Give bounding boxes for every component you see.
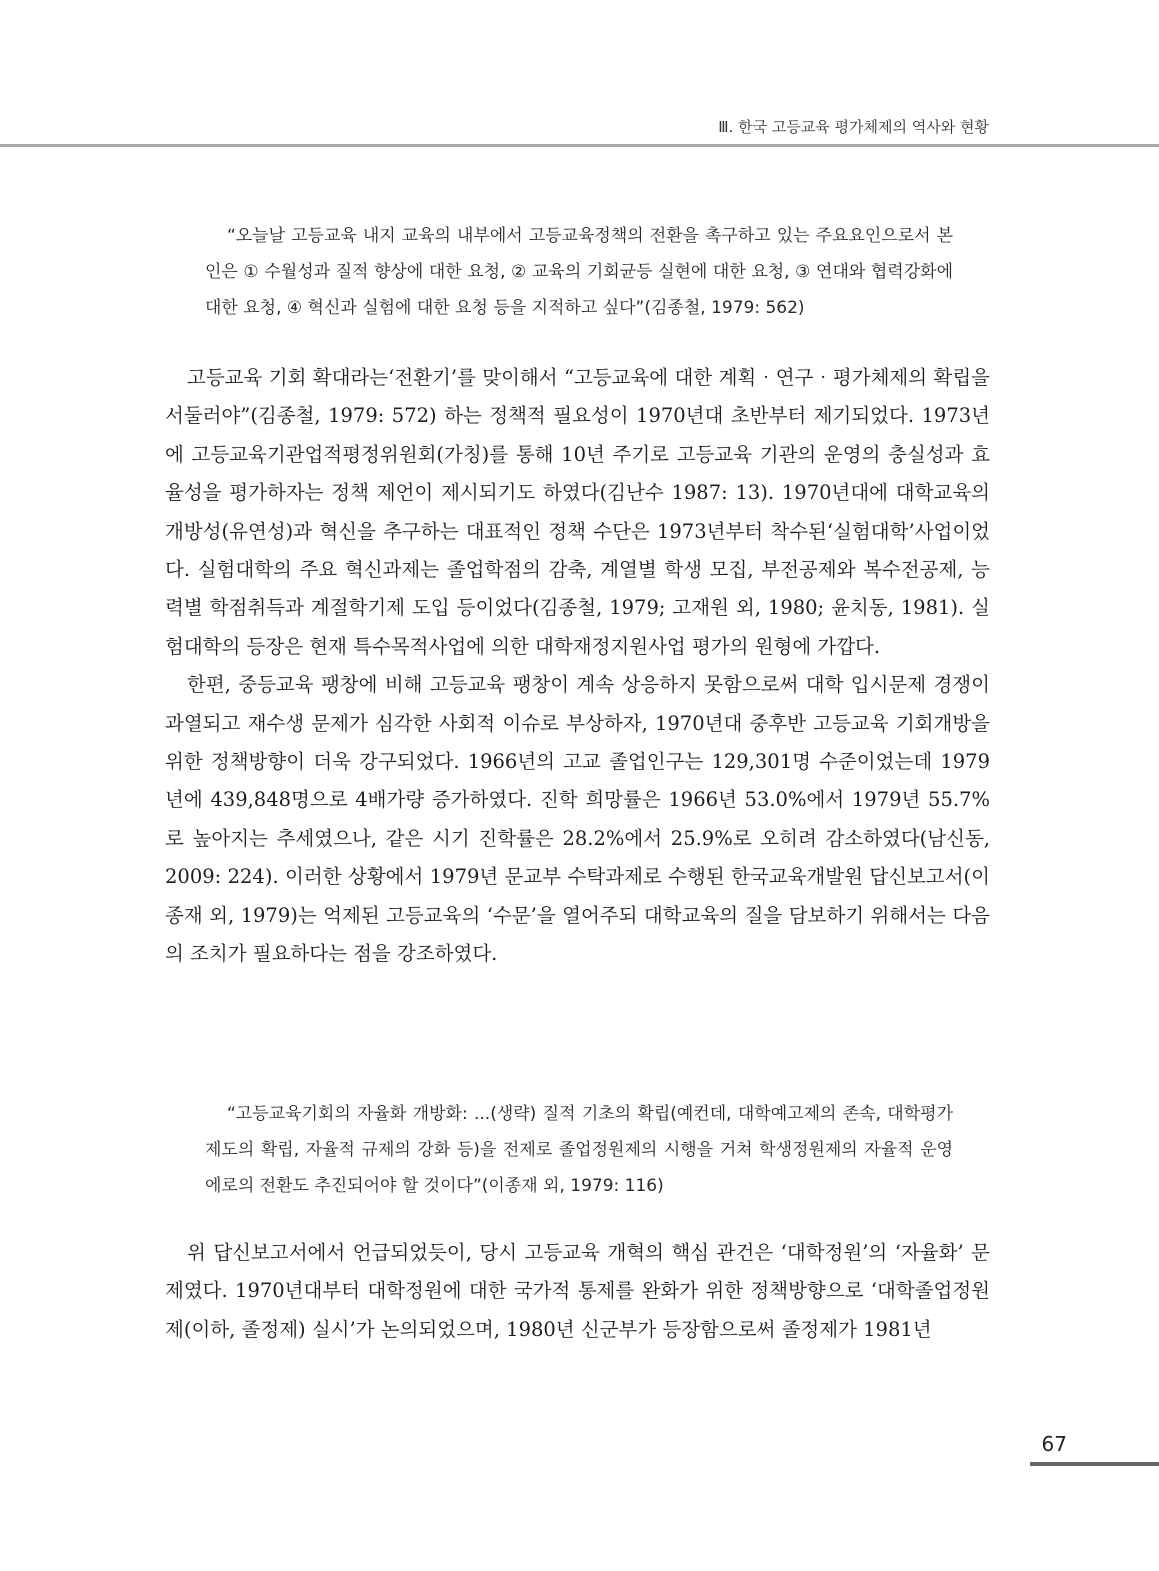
paragraph: 한편, 중등교육 팽창에 비해 고등교육 팽창이 계속 상응하지 못함으로써 대학 입시문제 경쟁이 과열되고 재수생 문제가 심각한 사회적 이슈로 부상하자, 1970년대 중후반 고등교육 기회개방을 위한 정책방향이 더욱 강구되었다. 1966년의 고교 졸업인구는 129,301명 수준이었는데 1979년에 439,848명으로 4배가량 증가하였다. 진학 희망률은 1966년 53.0%에서 1979년 55.7%로 높아지는 추세였으나, 같은 시기 진학률은 28.2%에서 25.9%로 오히려 감소하였다(남신동, 2009: 224). 이러한 상황에서 1979년 문교부 수탁과제로 수행된 한국교육개발원 답신보고서(이종재 외, 1979)는 억제된 고등교육의 ‘수문’을 열어주되 대학교육의 질을 담보하기 위해서는 다음의 조치가 필요하다는 점을 강조하였다. <box>165 673 990 966</box>
quote-text: “고등교육기회의 자율화 개방화: ...(생략) 질적 기초의 확립(예컨데, 대학예고제의 존속, 대학평가제도의 확립, 자율적 규제의 강화 등)을 전제로 졸업정원제의 시행을 거쳐 학생정원제의 자율적 운영에로의 전환도 추진되어야 할 것이다”(이종재 외, 1979: 116) <box>205 1104 953 1196</box>
header-divider <box>0 144 1159 147</box>
block-quote <box>205 218 953 326</box>
running-header: Ⅲ. 한국 고등교육 평가체제의 역사와 현황 <box>718 118 989 136</box>
body-text <box>165 1234 990 1349</box>
paragraph: 위 답신보고서에서 언급되었듯이, 당시 고등교육 개혁의 핵심 관건은 ‘대학정원’의 ‘자율화’ 문제였다. 1970년대부터 대학정원에 대한 국가적 통제를 완화가 위한 정책방향으로 ‘대학졸업정원제(이하, 졸정제) 실시’가 논의되었으며, 1980년 신군부가 등장함으로써 졸정제가 1981년 <box>165 1241 990 1341</box>
body-text <box>165 359 990 974</box>
footer-divider <box>1030 1462 1159 1466</box>
quote-text: “오늘날 고등교육 내지 교육의 내부에서 고등교육정책의 전환을 촉구하고 있는 주요요인으로서 본인은 ① 수월성과 질적 향상에 대한 요청, ② 교육의 기회균등 실현에 대한 요청, ③ 연대와 협력강화에 대한 요청, ④ 혁신과 실험에 대한 요청 등을 지적하고 싶다”(김종철, 1979: 562) <box>205 226 953 318</box>
block-quote <box>205 1096 953 1204</box>
page-number: 67 <box>1041 1432 1067 1456</box>
paragraph: 고등교육 기회 확대라는‘전환기’를 맞이해서 “고등교육에 대한 계획‧연구‧평가체제의 확립을 서둘러야”(김종철, 1979: 572) 하는 정책적 필요성이 1970년대 초반부터 제기되었다. 1973년에 고등교육기관업적평정위원회(가칭)를 통해 10년 주기로 고등교육 기관의 운영의 충실성과 효율성을 평가하자는 정책 제언이 제시되기도 하였다(김난수 1987: 13). 1970년대에 대학교육의 개방성(유연성)과 혁신을 추구하는 대표적인 정책 수단은 1973년부터 착수된‘실험대학’사업이었다. 실험대학의 주요 혁신과제는 졸업학점의 감축, 계열별 학생 모집, 부전공제와 복수전공제, 능력별 학점취득과 계절학기제 도입 등이었다(김종철, 1979; 고재원 외, 1980; 윤치동, 1981). 실험대학의 등장은 현재 특수목적사업에 의한 대학재정지원사업 평가의 원형에 가깝다. <box>165 366 990 658</box>
